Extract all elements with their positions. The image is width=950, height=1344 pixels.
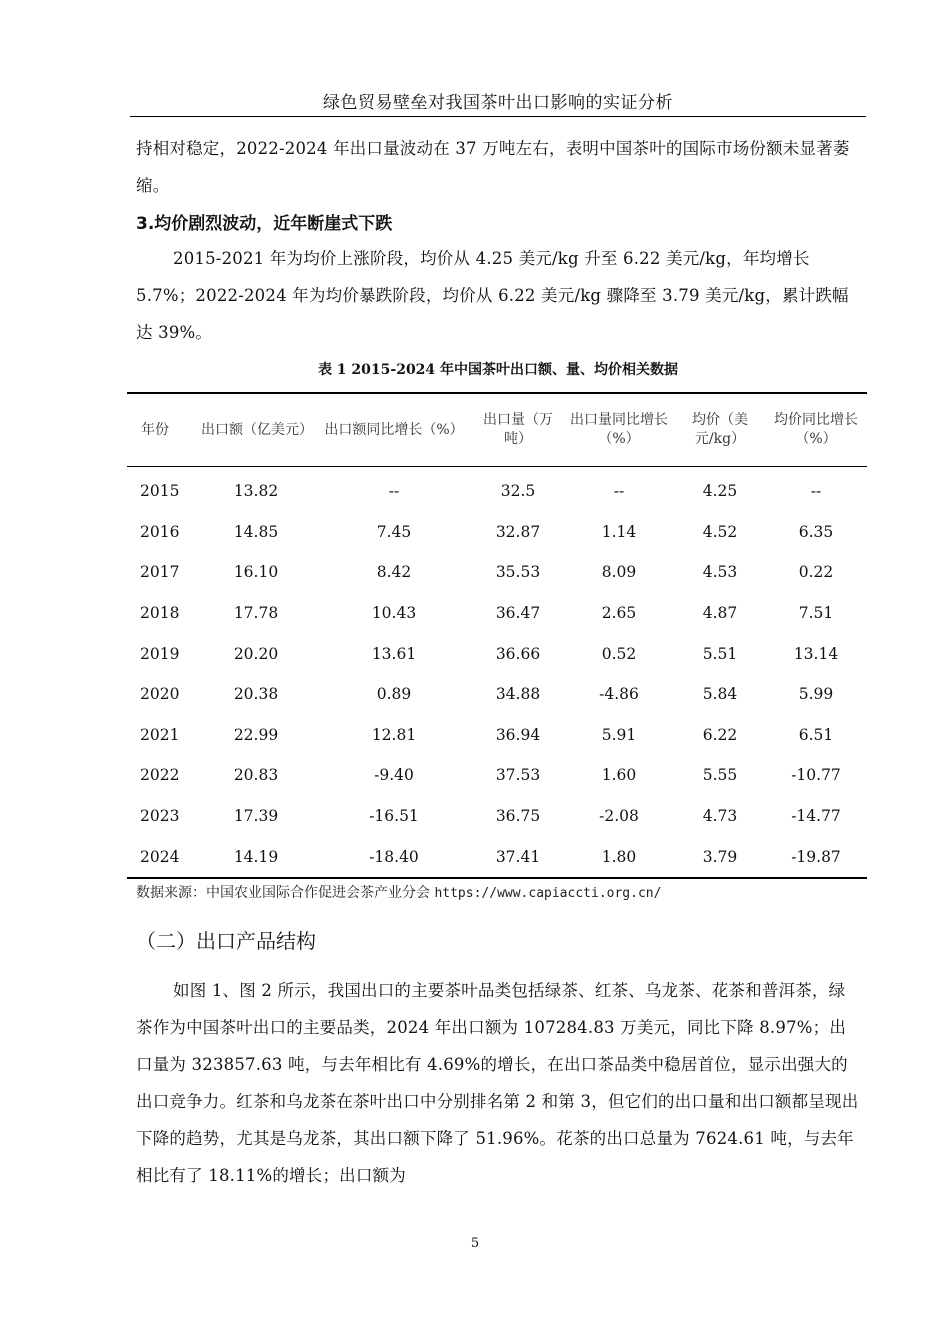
table-cell: 32.5 xyxy=(500,482,536,501)
table-cell: 16.10 xyxy=(233,563,279,582)
table-row xyxy=(127,755,867,796)
column-header: 出口额同比增长（%） xyxy=(315,393,473,467)
table-cell: 20.38 xyxy=(233,685,279,704)
table-cell: 10.43 xyxy=(371,604,417,623)
table-row xyxy=(127,467,867,512)
export-data-table xyxy=(127,392,867,879)
header-rule xyxy=(130,116,866,117)
table-body xyxy=(127,467,867,878)
table-cell: 2016 xyxy=(140,522,180,541)
table-cell: 36.75 xyxy=(495,807,541,826)
table-header-row xyxy=(127,393,867,467)
table-cell: 4.87 xyxy=(702,604,738,623)
table-cell: -10.77 xyxy=(791,766,841,785)
table-cell: 2024 xyxy=(127,836,197,878)
column-header: 出口量（万吨） xyxy=(473,393,563,467)
table-cell: -19.87 xyxy=(765,836,867,878)
table-cell: 4.25 xyxy=(702,482,738,501)
table-cell: 34.88 xyxy=(495,685,541,704)
subheading-price-volatility: 3.均价剧烈波动，近年断崖式下跌 xyxy=(136,214,393,234)
table-cell: 37.53 xyxy=(495,766,541,785)
column-header: 年份 xyxy=(127,393,197,467)
table-cell: 0.22 xyxy=(798,563,834,582)
table-cell: 2019 xyxy=(140,644,180,663)
table-row xyxy=(127,552,867,593)
table-cell: 13.14 xyxy=(793,644,839,663)
table-cell: 1.60 xyxy=(601,766,637,785)
table-source-note xyxy=(136,882,661,905)
table-row xyxy=(127,633,867,674)
table-row xyxy=(127,836,867,878)
table-cell: 20.20 xyxy=(233,644,279,663)
table-cell: -4.86 xyxy=(599,685,639,704)
table-cell: 32.87 xyxy=(495,522,541,541)
column-header: 出口量同比增长（%） xyxy=(563,393,675,467)
table-cell: 7.45 xyxy=(376,522,412,541)
table-cell: -14.77 xyxy=(791,807,841,826)
page-number: 5 xyxy=(470,1236,480,1251)
table-cell: 6.35 xyxy=(798,522,834,541)
table-cell: 2021 xyxy=(140,725,180,744)
export-data-table-wrap xyxy=(127,392,867,879)
paragraph-product-structure: 如图 1、图 2 所示，我国出口的主要茶叶品类包括绿茶、红茶、乌龙茶、花茶和普洱茶，绿茶作为中国茶叶出口的主要品类，2024 年出口额为 107284.83 万美元，同比下降 8.97%；出口量为 323857.63 吨，与去年相比有 4.69%的增长，在出口茶品类中稳居首位，显示出强大的出口竞争力。红茶和乌龙茶在茶叶出口中分别排名第 2 和第 3，但它们的出口量和出口额都呈现出下降的趋势，尤其是乌龙茶，其出口额下降了 51.96%。花茶的出口总量为 7624.61 吨，与去年相比有了 18.11%的增长；出口额为 xyxy=(136,981,859,1185)
table-row xyxy=(127,674,867,715)
table-cell: 6.22 xyxy=(702,725,738,744)
table-cell: 2.65 xyxy=(601,604,637,623)
paragraph-continued: 持相对稳定，2022-2024 年出口量波动在 37 万吨左右，表明中国茶叶的国际市场份额未显著萎缩。 xyxy=(136,139,850,195)
table-cell: -18.40 xyxy=(315,836,473,878)
table-cell: 3.79 xyxy=(675,836,765,878)
table-cell: 7.51 xyxy=(798,604,834,623)
table-cell: -- xyxy=(810,482,822,501)
table-cell: 17.78 xyxy=(233,604,279,623)
table-cell: 5.99 xyxy=(798,685,834,704)
table-cell: 36.94 xyxy=(495,725,541,744)
table-cell: 35.53 xyxy=(495,563,541,582)
running-header-title: 绿色贸易壁垒对我国茶叶出口影响的实证分析 xyxy=(323,93,673,113)
table-cell: -- xyxy=(613,482,625,501)
table-cell: 4.73 xyxy=(702,807,738,826)
table-cell: 5.84 xyxy=(702,685,738,704)
table-cell: -16.51 xyxy=(369,807,419,826)
table-cell: 8.09 xyxy=(601,563,637,582)
table-cell: 8.42 xyxy=(376,563,412,582)
table-cell: 14.85 xyxy=(233,522,279,541)
table-cell: 2015 xyxy=(140,482,180,501)
table-cell: 0.89 xyxy=(376,685,412,704)
table-cell: -9.40 xyxy=(374,766,414,785)
table-cell: 2018 xyxy=(140,604,180,623)
table-row xyxy=(127,715,867,756)
section-heading-product-structure: （二）出口产品结构 xyxy=(136,929,316,953)
table-cell: 37.41 xyxy=(473,836,563,878)
table-cell: 1.80 xyxy=(563,836,675,878)
source-label: 数据来源：中国农业国际合作促进会茶产业分会 xyxy=(136,885,430,901)
table-cell: 22.99 xyxy=(233,725,279,744)
table-cell: -- xyxy=(388,482,400,501)
table-cell: 12.81 xyxy=(371,725,417,744)
table-cell: 2022 xyxy=(140,766,180,785)
table-cell: 14.19 xyxy=(197,836,315,878)
table-cell: 13.82 xyxy=(233,482,279,501)
table-caption: 表 1 2015-2024 年中国茶叶出口额、量、均价相关数据 xyxy=(317,362,679,378)
table-cell: 20.83 xyxy=(233,766,279,785)
table-cell: 0.52 xyxy=(601,644,637,663)
table-cell: 36.66 xyxy=(495,644,541,663)
column-header: 出口额（亿美元） xyxy=(197,393,315,467)
table-cell: 2023 xyxy=(140,807,180,826)
table-cell: 13.61 xyxy=(371,644,417,663)
table-cell: 2020 xyxy=(140,685,180,704)
table-cell: 4.53 xyxy=(702,563,738,582)
table-cell: 1.14 xyxy=(601,522,637,541)
source-url: https://www.capiaccti.org.cn/ xyxy=(434,886,662,901)
table-cell: 5.91 xyxy=(601,725,637,744)
table-cell: 5.51 xyxy=(702,644,738,663)
table-cell: 36.47 xyxy=(495,604,541,623)
table-row xyxy=(127,593,867,634)
table-cell: 5.55 xyxy=(702,766,738,785)
table-cell: 17.39 xyxy=(233,807,279,826)
table-cell: 4.52 xyxy=(702,522,738,541)
paragraph-price: 2015-2021 年为均价上涨阶段，均价从 4.25 美元/kg 升至 6.22 美元/kg，年均增长 5.7%；2022-2024 年为均价暴跌阶段，均价从 6.22 美元/kg 骤降至 3.79 美元/kg，累计跌幅达 39%。 xyxy=(136,249,849,342)
table-row xyxy=(127,796,867,837)
column-header: 均价（美元/kg） xyxy=(675,393,765,467)
table-row xyxy=(127,512,867,553)
table-cell: 2017 xyxy=(140,563,180,582)
table-cell: 6.51 xyxy=(798,725,834,744)
table-cell: -2.08 xyxy=(599,807,639,826)
column-header: 均价同比增长（%） xyxy=(765,393,867,467)
